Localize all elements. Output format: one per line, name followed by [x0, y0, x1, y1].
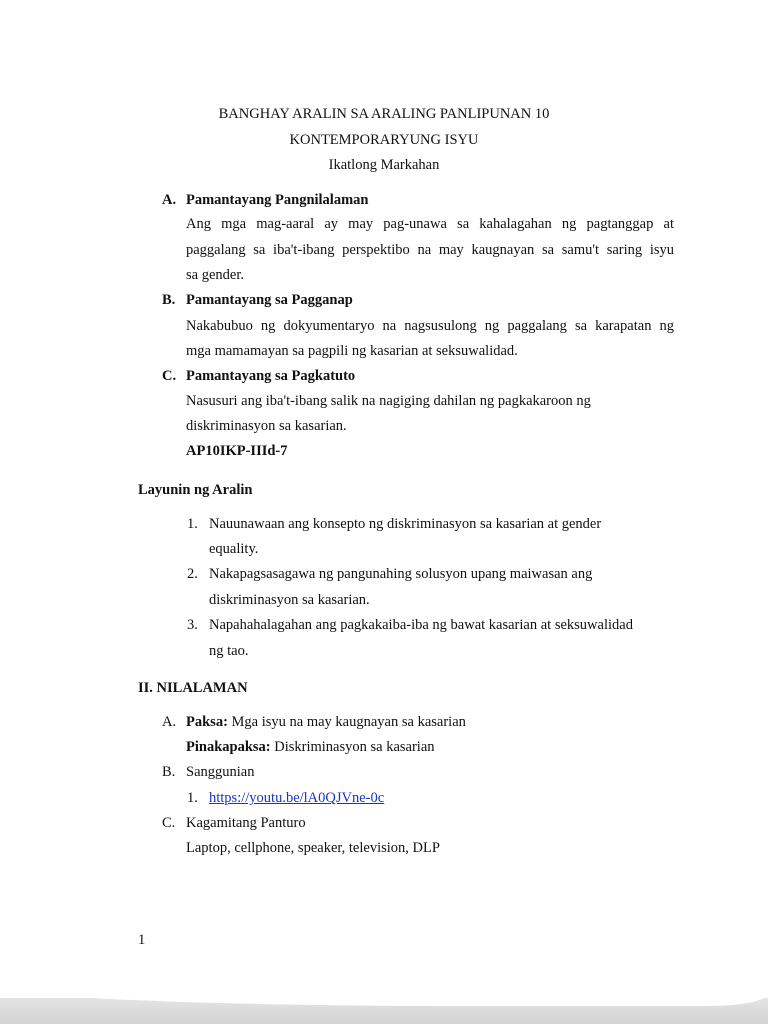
materials-list: Laptop, cellphone, speaker, television, DLP	[186, 840, 440, 856]
content-a-marker: A.	[162, 714, 177, 730]
objectives-heading: Layunin ng Aralin	[138, 482, 253, 498]
page-number: 1	[138, 932, 146, 948]
topic-line	[186, 714, 466, 731]
objective-3-line2: ng tao.	[209, 643, 249, 659]
section-b-marker: B.	[162, 292, 176, 308]
section-b-text-line1: Nakabubuo ng dokyumentaryo na nagsusulong ng paggalang sa karapatan ng	[186, 318, 674, 334]
document-quarter: Ikatlong Markahan	[328, 157, 440, 173]
section-a-heading: Pamantayang Pangnilalaman	[186, 192, 369, 208]
topic-value: Mga isyu na may kaugnayan sa kasarian	[227, 714, 466, 730]
content-heading: II. NILALAMAN	[138, 680, 248, 696]
section-b-text-line2: mga mamamayan sa pagpili ng kasarian at seksuwalidad.	[186, 343, 518, 359]
references-heading: Sanggunian	[186, 764, 255, 780]
objective-2-line1: Nakapagsasagawa ng pangunahing solusyon upang maiwasan ang	[209, 566, 593, 582]
section-b-heading: Pamantayang sa Pagganap	[186, 292, 353, 308]
section-c-text-line2: diskriminasyon sa kasarian.	[186, 418, 347, 434]
document-title: BANGHAY ARALIN SA ARALING PANLIPUNAN 10	[218, 106, 550, 122]
section-a-text-line3: sa gender.	[186, 267, 244, 283]
topic-label: Paksa:	[186, 714, 228, 730]
subtopic-label: Pinakapaksa:	[186, 739, 271, 755]
subtopic-value: Diskriminasyon sa kasarian	[270, 739, 435, 755]
section-c-heading: Pamantayang sa Pagkatuto	[186, 368, 356, 384]
document-subtitle: KONTEMPORARYUNG ISYU	[289, 132, 479, 148]
reference-1-number: 1.	[187, 790, 198, 806]
competency-code: AP10IKP-IIId-7	[186, 443, 288, 459]
content-c-marker: C.	[162, 815, 176, 831]
section-a-marker: A.	[162, 192, 177, 208]
section-a-text-line2: paggalang sa iba't-ibang perspektibo na may kaugnayan sa samu't saring isyu	[186, 242, 674, 258]
section-a-text-line1: Ang mga mag-aaral ay may pag-unawa sa kahalagahan ng pagtanggap at	[186, 216, 674, 232]
section-c-marker: C.	[162, 368, 177, 384]
section-c-text-line1: Nasusuri ang iba't-ibang salik na nagiging dahilan ng pagkakaroon ng	[186, 393, 591, 409]
objective-3-number: 3.	[187, 617, 198, 633]
objective-1-line2: equality.	[209, 541, 259, 557]
content-b-marker: B.	[162, 764, 176, 780]
subtopic-line	[186, 739, 435, 756]
reference-1-link[interactable]: https://youtu.be/lA0QJVne-0c	[209, 790, 385, 806]
objective-2-line2: diskriminasyon sa kasarian.	[209, 592, 370, 608]
materials-heading: Kagamitang Panturo	[186, 815, 306, 831]
objective-1-number: 1.	[187, 516, 198, 532]
objective-3-line1: Napahahalagahan ang pagkakaiba-iba ng bawat kasarian at seksuwalidad	[209, 617, 633, 633]
objective-1-line1: Nauunawaan ang konsepto ng diskriminasyon sa kasarian at gender	[209, 516, 602, 532]
objective-2-number: 2.	[187, 566, 198, 582]
